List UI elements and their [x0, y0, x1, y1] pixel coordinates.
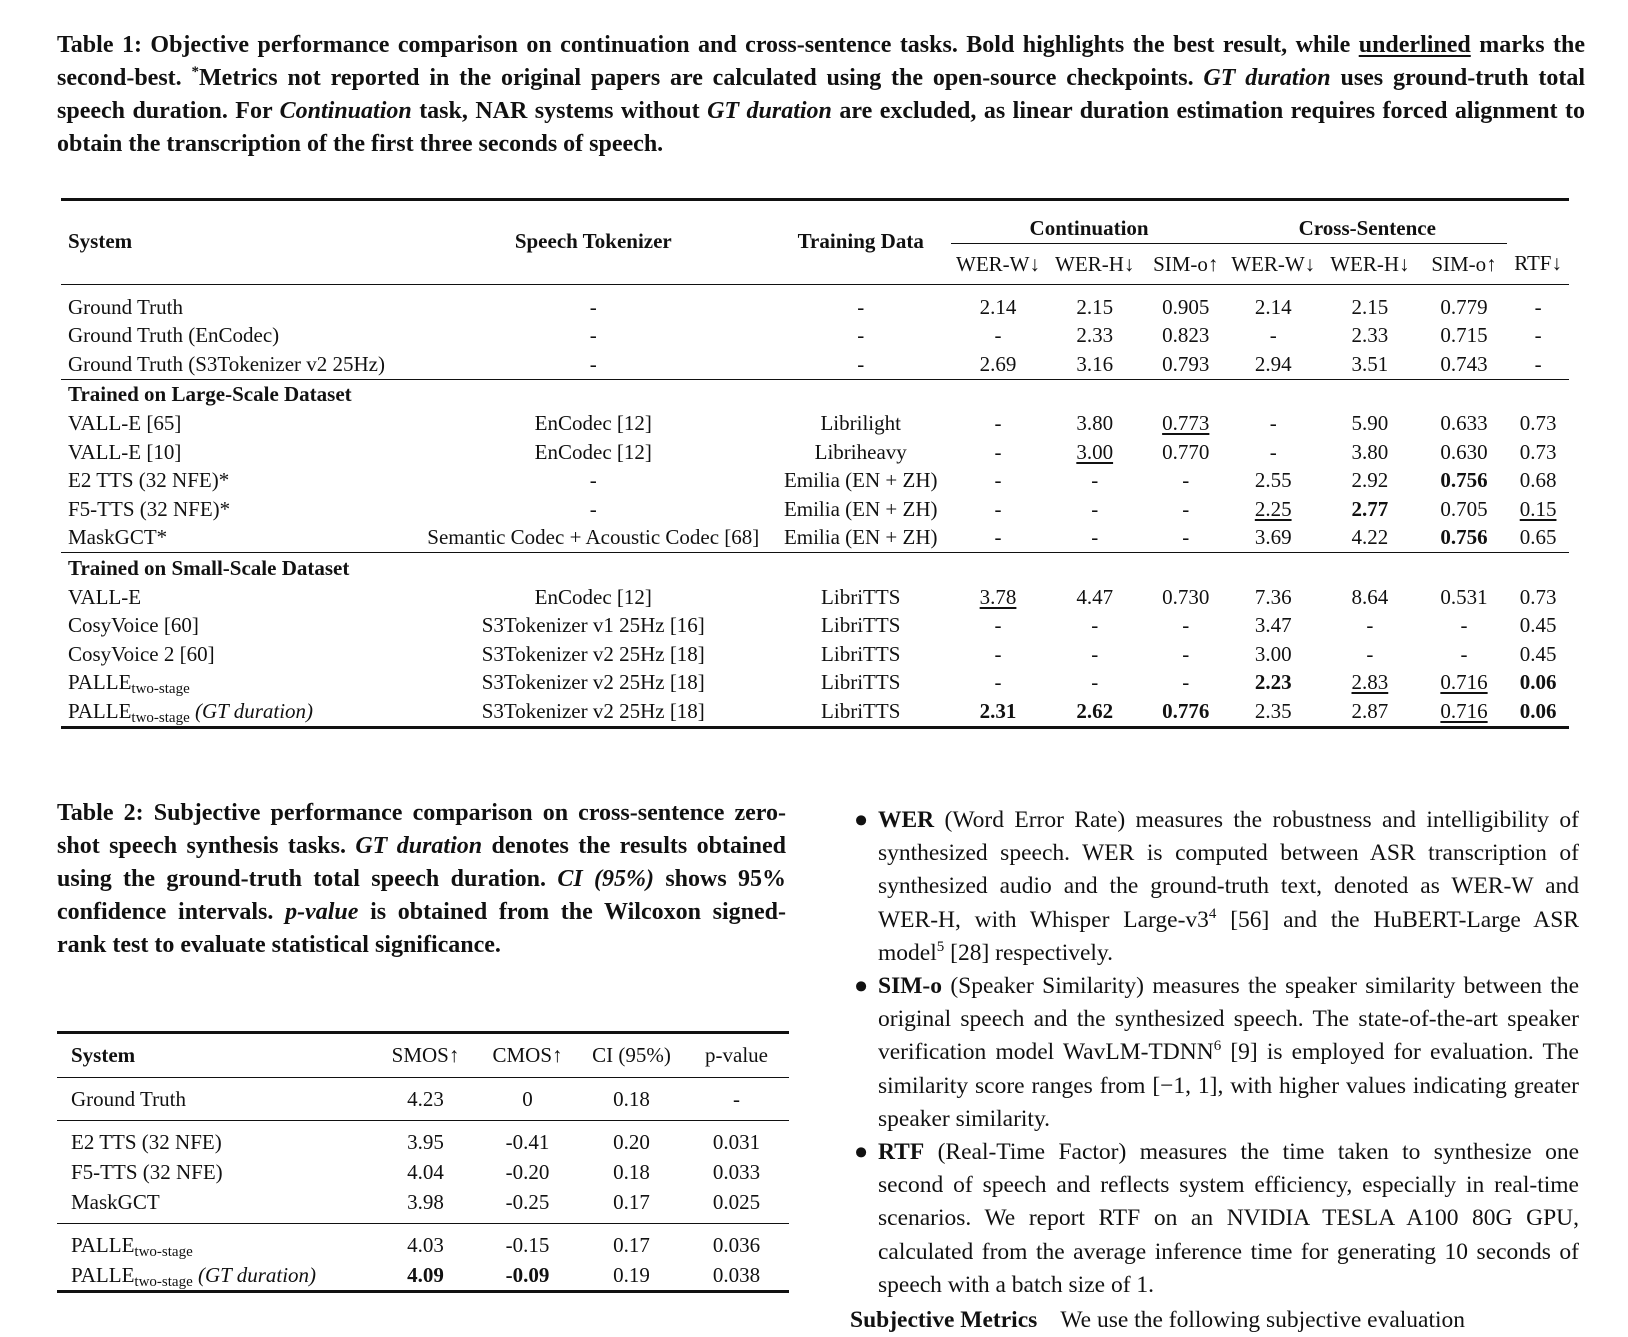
cell: S3Tokenizer v1 25Hz [16] — [481, 613, 705, 638]
cell-best: 2.23 — [1254, 670, 1292, 695]
cell: -0.25 — [505, 1189, 550, 1214]
cell: 7.36 — [1254, 584, 1292, 609]
table2-header-row — [57, 1033, 789, 1078]
cell: - — [1460, 613, 1468, 638]
header-system: System — [57, 1033, 375, 1078]
cell: 3.47 — [1254, 613, 1292, 638]
subjective-comparison-table — [57, 1031, 789, 1293]
cell: S3Tokenizer v2 25Hz [18] — [481, 641, 705, 666]
cell: - — [1269, 411, 1277, 436]
caption-text: Metrics not reported in the original papers are calculated using the open-source checkpoints. — [199, 65, 1194, 91]
cell: 3.16 — [1045, 350, 1144, 379]
metric-header: WER-W↓ — [1231, 251, 1316, 276]
cell-best: -0.09 — [505, 1262, 550, 1287]
cell: 0.68 — [1519, 468, 1557, 493]
system-suffix: (GT duration) — [194, 698, 314, 723]
metric-header: SIM-o↑ — [1153, 251, 1219, 276]
cell: - — [1366, 613, 1374, 638]
header-cross-sentence: Cross-Sentence — [1227, 200, 1507, 244]
cell: 0.905 — [1162, 294, 1210, 319]
cell-system: Ground Truth (EnCodec) — [68, 323, 280, 348]
table-row — [61, 350, 1569, 379]
footnote-mark: 5 — [936, 938, 945, 955]
cell: 0.038 — [712, 1262, 761, 1287]
table-row — [61, 467, 1569, 496]
cell: - — [771, 350, 951, 379]
cell: - — [857, 323, 865, 348]
header-system: System — [68, 229, 133, 253]
paragraph-text: We use the following subjective evaluation — [1060, 1307, 1466, 1334]
cell: EnCodec [12] — [534, 411, 652, 436]
cell: Emilia (EN + ZH) — [771, 524, 951, 553]
metric-header: SIM-o↑ — [1431, 251, 1497, 276]
cell: 0.73 — [1519, 584, 1557, 609]
cell-system: CosyVoice 2 [60] — [68, 641, 215, 666]
table2-label: Table 2: — [57, 800, 144, 826]
cell: LibriTTS — [821, 584, 901, 609]
system-subscript: two-stage — [131, 709, 190, 726]
metrics-description — [850, 804, 1579, 1337]
caption-text: Subjective performance comparison on cross-sentence zero-shot speech synthesis tasks. — [57, 800, 787, 859]
cell: LibriTTS — [821, 670, 901, 695]
caption-text: uses ground-truth total speech duration. For — [57, 65, 1586, 124]
cell-system: MaskGCT* — [61, 524, 416, 553]
cell: - — [994, 641, 1002, 666]
cell: 2.33 — [1351, 323, 1389, 348]
cell-system — [61, 669, 416, 698]
cell-system: E2 TTS (32 NFE)* — [68, 468, 230, 493]
cell: - — [1091, 613, 1099, 638]
cell: 0.73 — [1519, 439, 1557, 464]
cell: 3.95 — [407, 1129, 444, 1154]
table1-caption — [57, 29, 1585, 161]
cell: 2.55 — [1254, 468, 1292, 493]
cell: 0.18 — [579, 1078, 684, 1121]
cell: - — [1460, 641, 1468, 666]
cell: - — [994, 613, 1002, 638]
table-row — [61, 322, 1569, 351]
cell-system: E2 TTS (32 NFE) — [71, 1129, 222, 1154]
caption-text: Objective performance comparison on continuation and cross-sentence tasks. Bold highlights the best result, while — [150, 32, 1351, 58]
cell: 0.45 — [1519, 641, 1557, 666]
section-title-small: Trained on Small-Scale Dataset — [68, 555, 350, 580]
table-row — [61, 524, 1569, 553]
cell: 4.47 — [1076, 584, 1114, 609]
table-row — [61, 438, 1569, 467]
cell: - — [1182, 613, 1190, 638]
cell: - — [994, 411, 1002, 436]
cell: 0.17 — [613, 1232, 650, 1257]
cell: -0.20 — [505, 1159, 550, 1184]
cell: 0.025 — [712, 1189, 761, 1214]
objective-comparison-table — [61, 198, 1569, 729]
table-row — [61, 410, 1569, 439]
cell: 0.730 — [1162, 584, 1210, 609]
bullet-text: [28] respectively. — [944, 939, 1114, 966]
subjective-metrics-paragraph — [850, 1304, 1579, 1337]
cell-best: 0.06 — [1519, 698, 1557, 723]
caption-gt-duration: GT duration — [355, 833, 483, 859]
cell: 2.33 — [1076, 323, 1114, 348]
cell: 0.031 — [712, 1129, 761, 1154]
cell: S3Tokenizer v2 25Hz [18] — [481, 698, 705, 723]
table-row — [61, 495, 1569, 524]
cell-second-best: 3.78 — [979, 584, 1017, 609]
cell: 2.69 — [951, 350, 1046, 379]
caption-asterisk: * — [191, 64, 200, 80]
cell: - — [1091, 496, 1099, 521]
system-subscript: two-stage — [134, 1273, 193, 1290]
caption-underlined: underlined — [1358, 32, 1471, 58]
cell: 3.00 — [1254, 641, 1292, 666]
cell: Libriheavy — [814, 439, 907, 464]
cell: 8.64 — [1351, 584, 1389, 609]
cell-system: Ground Truth (S3Tokenizer v2 25Hz) — [61, 350, 416, 379]
bullet-text: (Real-Time Factor) measures the time taken to synthesize one second of speech and reflects system efficiency, especially in real-time scenarios. We report RTF on an NVIDIA TESLA A100 80G GPU, calculated from the average inference time for generating 10 seconds of speech with a batch size of 1. — [878, 1139, 1580, 1298]
cell: - — [951, 524, 1046, 553]
table-row — [61, 669, 1569, 698]
cell: 2.15 — [1076, 294, 1114, 319]
cell: 0.715 — [1440, 323, 1488, 348]
system-name: PALLE — [71, 1232, 135, 1257]
caption-text: task, NAR systems without — [419, 98, 700, 124]
cell: 4.03 — [407, 1232, 444, 1257]
cell: LibriTTS — [821, 698, 901, 723]
cell: S3Tokenizer v2 25Hz [18] — [481, 670, 705, 695]
cell-system: Ground Truth — [57, 1078, 375, 1121]
cell: - — [1182, 670, 1190, 695]
cell-best: 0.776 — [1162, 698, 1210, 723]
bullet-text: (Word Error Rate) measures the robustness and intelligibility of synthesized speech. WER is computed between ASR transcription of synthesized audio and the ground-truth text, denoted as WER-W and WER-H, with Whisper Large-v3 — [878, 807, 1580, 933]
cell: EnCodec [12] — [534, 439, 652, 464]
cell: - — [1269, 323, 1277, 348]
header-pvalue: p-value — [684, 1033, 789, 1078]
bullet-term: RTF — [878, 1139, 925, 1166]
cell: 0.705 — [1440, 496, 1488, 521]
system-subscript: two-stage — [131, 681, 190, 698]
cell: 3.51 — [1319, 350, 1421, 379]
bullet-term: SIM-o — [878, 973, 942, 1000]
bullet-icon: ● — [854, 807, 869, 833]
header-ci: CI (95%) — [579, 1033, 684, 1078]
footnote-mark: 4 — [1208, 905, 1217, 922]
cell: 2.94 — [1227, 350, 1319, 379]
cell-system: Ground Truth — [68, 294, 183, 319]
cell-best: 2.62 — [1076, 698, 1114, 723]
system-suffix: (GT duration) — [197, 1262, 317, 1287]
caption-pvalue: p-value — [285, 899, 359, 925]
cell-system: MaskGCT — [71, 1189, 160, 1214]
cell-best: 4.09 — [407, 1262, 444, 1287]
cell: 2.15 — [1351, 294, 1389, 319]
bullet-item — [850, 1136, 1579, 1302]
bullet-icon: ● — [854, 1139, 869, 1166]
cell: 2.14 — [1254, 294, 1292, 319]
cell: Emilia (EN + ZH) — [783, 496, 938, 521]
header-cmos: CMOS↑ — [476, 1033, 579, 1078]
caption-gt-duration: GT duration — [707, 98, 832, 124]
cell: - — [1507, 350, 1569, 379]
cell: 0.45 — [1519, 613, 1557, 638]
cell: 0.793 — [1144, 350, 1227, 379]
cell: - — [589, 496, 597, 521]
cell: - — [1091, 670, 1099, 695]
system-name: PALLE — [68, 698, 132, 723]
cell-best: 0.756 — [1440, 468, 1488, 493]
cell: - — [416, 350, 771, 379]
cell: - — [589, 294, 597, 319]
cell: - — [994, 323, 1002, 348]
cell: 0.779 — [1440, 294, 1488, 319]
cell: 3.69 — [1227, 524, 1319, 553]
cell-system: VALL-E [65] — [68, 411, 182, 436]
bullet-text: [9] is employed for evaluation. The similarity score ranges from [−1, 1], with higher values indicating greater speaker similarity. — [878, 1039, 1579, 1132]
cell-system — [61, 697, 416, 727]
cell: - — [589, 323, 597, 348]
header-training-data: Training Data — [797, 229, 924, 253]
cell: - — [857, 294, 865, 319]
cell-second-best: 2.83 — [1351, 670, 1389, 695]
header-continuation: Continuation — [951, 200, 1228, 244]
table-row — [57, 1157, 789, 1187]
system-name: PALLE — [68, 670, 132, 695]
footnote-mark: 6 — [1213, 1038, 1222, 1055]
cell: 0 — [476, 1078, 579, 1121]
cell-second-best: 0.716 — [1440, 670, 1488, 695]
table-row — [61, 640, 1569, 669]
cell: 4.04 — [407, 1159, 444, 1184]
cell: - — [1182, 496, 1190, 521]
cell-system — [57, 1260, 375, 1292]
cell: 0.19 — [613, 1262, 650, 1287]
cell: - — [1045, 524, 1144, 553]
cell: Semantic Codec + Acoustic Codec [68] — [416, 524, 771, 553]
metric-header: WER-H↓ — [1055, 251, 1135, 276]
cell: 2.35 — [1254, 698, 1292, 723]
cell: - — [1269, 439, 1277, 464]
system-name: PALLE — [71, 1262, 135, 1287]
cell: 4.23 — [375, 1078, 476, 1121]
cell-second-best: 0.15 — [1519, 496, 1557, 521]
table-row — [57, 1230, 789, 1260]
cell: - — [684, 1078, 789, 1121]
cell-second-best: 0.716 — [1440, 698, 1488, 723]
subheading: Subjective Metrics — [850, 1307, 1038, 1334]
table1-label: Table 1: — [57, 32, 142, 58]
cell: 3.80 — [1351, 439, 1389, 464]
caption-text: is obtained from the Wilcoxon signed-rank test to evaluate statistical significance. — [57, 899, 787, 958]
cell-system: VALL-E — [68, 584, 142, 609]
system-subscript: two-stage — [134, 1243, 193, 1260]
caption-text: are excluded, as linear duration estimation requires forced alignment to obtain the transcription of the first three seconds of speech. — [57, 98, 1586, 157]
table2-caption — [57, 797, 786, 962]
caption-text: shows 95% confidence intervals. — [57, 866, 787, 925]
caption-gt-duration: GT duration — [1203, 65, 1331, 91]
header-tokenizer: Speech Tokenizer — [514, 229, 672, 253]
cell-second-best: 3.00 — [1076, 439, 1114, 464]
cell: 0.65 — [1507, 524, 1569, 553]
cell: - — [1091, 468, 1099, 493]
cell: - — [1144, 524, 1227, 553]
cell: 2.87 — [1351, 698, 1389, 723]
cell: 4.22 — [1319, 524, 1421, 553]
cell: 0.531 — [1440, 584, 1488, 609]
caption-continuation: Continuation — [279, 98, 412, 124]
cell: Emilia (EN + ZH) — [783, 468, 938, 493]
cell: 0.036 — [712, 1232, 761, 1257]
cell: EnCodec [12] — [534, 584, 652, 609]
cell: 0.770 — [1162, 439, 1210, 464]
metric-header: WER-W↓ — [956, 251, 1041, 276]
cell: 2.92 — [1351, 468, 1389, 493]
cell: 0.20 — [613, 1129, 650, 1154]
table-row — [61, 697, 1569, 727]
cell: 0.033 — [712, 1159, 761, 1184]
cell-system — [57, 1230, 375, 1260]
table-row — [57, 1127, 789, 1157]
cell: 0.823 — [1162, 323, 1210, 348]
cell: 0.630 — [1440, 439, 1488, 464]
cell: 0.73 — [1519, 411, 1557, 436]
cell-best: 2.31 — [979, 698, 1017, 723]
cell: Librilight — [820, 411, 901, 436]
metric-header: WER-H↓ — [1330, 251, 1410, 276]
table-row — [57, 1187, 789, 1217]
cell: - — [1534, 323, 1542, 348]
cell: LibriTTS — [821, 613, 901, 638]
cell: 0.17 — [613, 1189, 650, 1214]
cell: - — [1182, 468, 1190, 493]
cell: 3.80 — [1076, 411, 1114, 436]
cell-system: F5-TTS (32 NFE) — [71, 1159, 223, 1184]
table-row — [57, 1260, 789, 1292]
section-title-large: Trained on Large-Scale Dataset — [68, 382, 352, 406]
bullet-text: [56] and the HuBERT-Large ASR model — [878, 906, 1579, 966]
cell: - — [1182, 641, 1190, 666]
bullet-item — [850, 804, 1579, 970]
caption-text: marks the second-best. — [57, 32, 1586, 91]
cell: - — [1366, 641, 1374, 666]
cell: - — [1091, 641, 1099, 666]
cell: - — [994, 496, 1002, 521]
caption-text: denotes the results obtained using the ground-truth total speech duration. — [57, 833, 786, 892]
metric-header: RTF↓ — [1514, 251, 1562, 276]
header-smos: SMOS↑ — [375, 1033, 476, 1078]
bullet-term: WER — [878, 807, 935, 833]
cell: -0.41 — [505, 1129, 550, 1154]
bullet-item — [850, 970, 1579, 1136]
cell-system: VALL-E [10] — [68, 439, 182, 464]
cell-system: CosyVoice [60] — [68, 613, 199, 638]
cell-best: 0.06 — [1519, 670, 1557, 695]
cell-second-best: 0.773 — [1162, 411, 1210, 436]
cell-best: 2.77 — [1351, 496, 1389, 521]
cell: -0.15 — [505, 1232, 550, 1257]
cell-second-best: 2.25 — [1254, 496, 1292, 521]
cell: 2.14 — [979, 294, 1017, 319]
cell: - — [994, 468, 1002, 493]
table-row — [61, 293, 1569, 322]
cell: 0.633 — [1440, 411, 1488, 436]
cell: 5.90 — [1351, 411, 1389, 436]
cell: - — [994, 670, 1002, 695]
cell: - — [589, 468, 597, 493]
cell: 3.98 — [407, 1189, 444, 1214]
cell: 0.18 — [613, 1159, 650, 1184]
caption-ci: CI (95%) — [557, 866, 654, 892]
cell: - — [1534, 294, 1542, 319]
cell: LibriTTS — [821, 641, 901, 666]
cell: - — [994, 439, 1002, 464]
cell-system: F5-TTS (32 NFE)* — [68, 496, 231, 521]
table-row — [61, 612, 1569, 641]
cell: 0.743 — [1421, 350, 1507, 379]
cell-best: 0.756 — [1421, 524, 1507, 553]
bullet-icon: ● — [854, 973, 869, 1000]
bullet-text: (Speaker Similarity) measures the speaker similarity between the original speech and the synthesized speech. The state-of-the-art speaker verification model WavLM-TDNN — [878, 973, 1580, 1066]
table-row — [57, 1078, 789, 1121]
table-row — [61, 583, 1569, 612]
